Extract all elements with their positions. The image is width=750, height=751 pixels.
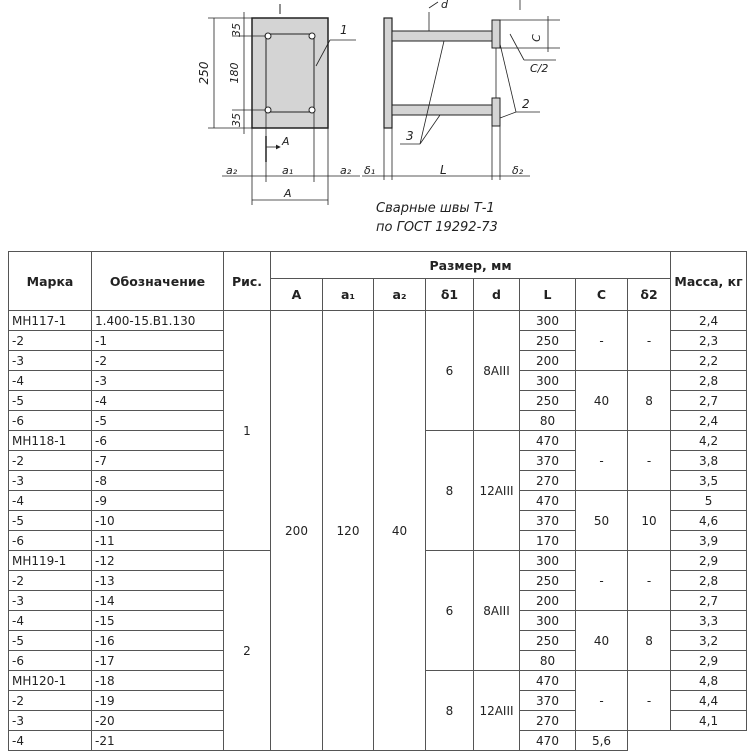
cell-massa: 2,9 (671, 651, 747, 671)
cell-d: 12AIII (474, 431, 520, 551)
cell-oboznachenie: 1.400-15.В1.130 (92, 311, 224, 331)
callout-1: 1 (340, 23, 348, 37)
cell-L: 470 (520, 431, 576, 451)
cell-d2: 10 (628, 491, 671, 551)
dim-C: C (530, 34, 543, 42)
cell-massa: 2,7 (671, 391, 747, 411)
section-a-mark: A (282, 135, 290, 148)
header-a1: a₁ (323, 279, 374, 311)
left-plate-side (384, 18, 392, 128)
cell-C: 40 (576, 371, 628, 431)
cell-d2: 8 (628, 371, 671, 431)
cell-L: 200 (520, 351, 576, 371)
cell-oboznachenie: -9 (92, 491, 224, 511)
cell-marka: -5 (9, 391, 92, 411)
cell-oboznachenie: -8 (92, 471, 224, 491)
cell-oboznachenie: -15 (92, 611, 224, 631)
header-marka: Марка (9, 252, 92, 311)
cell-d: 12AIII (474, 671, 520, 751)
cell-marka: -3 (9, 471, 92, 491)
dim-250: 250 (197, 61, 211, 85)
cell-marka: -2 (9, 691, 92, 711)
header-L: L (520, 279, 576, 311)
dim-35-bottom: 35 (230, 113, 243, 127)
cell-C: - (576, 311, 628, 371)
cell-marka: -6 (9, 531, 92, 551)
cell-ris: 1 (224, 311, 271, 551)
weld-note-line2: по ГОСТ 19292-73 (376, 220, 498, 235)
header-massa: Масса, кг (671, 252, 747, 311)
cell-oboznachenie: -11 (92, 531, 224, 551)
cell-oboznachenie: -16 (92, 631, 224, 651)
cell-massa: 2,9 (671, 551, 747, 571)
cell-oboznachenie: -1 (92, 331, 224, 351)
weld-note-line1: Сварные швы Т-1 (376, 201, 495, 216)
top-bar (392, 31, 492, 41)
cell-marka: МН119-1 (9, 551, 92, 571)
cell-oboznachenie: -14 (92, 591, 224, 611)
header-razmer: Размер, мм (271, 252, 671, 279)
header-A: A (271, 279, 323, 311)
cell-L: 470 (520, 731, 576, 751)
cell-L: 300 (520, 611, 576, 631)
dim-d1: δ₁ (364, 164, 376, 177)
callout-2: 2 (522, 97, 530, 111)
cell-oboznachenie: -6 (92, 431, 224, 451)
cell-L: 80 (520, 411, 576, 431)
cell-oboznachenie: -3 (92, 371, 224, 391)
top-clamp (492, 20, 500, 48)
header-oboznachenie: Обозначение (92, 252, 224, 311)
bottom-bar (392, 105, 492, 115)
cell-L: 250 (520, 331, 576, 351)
header-d1: δ1 (426, 279, 474, 311)
header-a2: a₂ (374, 279, 426, 311)
header-d2: δ2 (628, 279, 671, 311)
dim-C2: C/2 (530, 62, 549, 75)
dim-a1: a₁ (282, 164, 294, 177)
cell-L: 200 (520, 591, 576, 611)
dim-a2-right: a₂ (340, 164, 352, 177)
cell-C: - (576, 431, 628, 491)
dim-180: 180 (228, 62, 241, 84)
cell-massa: 2,7 (671, 591, 747, 611)
cell-L: 250 (520, 631, 576, 651)
cell-massa: 4,6 (671, 511, 747, 531)
cell-L: 270 (520, 711, 576, 731)
cell-oboznachenie: -4 (92, 391, 224, 411)
cell-marka: -2 (9, 451, 92, 471)
cell-marka: -6 (9, 411, 92, 431)
cell-d: 8AIII (474, 551, 520, 671)
cell-C: 50 (576, 491, 628, 551)
header-d: d (474, 279, 520, 311)
cell-marka: -4 (9, 731, 92, 751)
cell-L: 470 (520, 491, 576, 511)
cell-A: 200 (271, 311, 323, 751)
bottom-clamp (492, 98, 500, 126)
specification-table (8, 251, 747, 751)
cell-L: 300 (520, 371, 576, 391)
cell-massa: 2,8 (671, 371, 747, 391)
cell-massa: 4,8 (671, 671, 747, 691)
cell-d2: - (628, 311, 671, 371)
cell-marka: -5 (9, 631, 92, 651)
cell-L: 370 (520, 511, 576, 531)
cell-marka: -4 (9, 611, 92, 631)
cell-massa: 2,3 (671, 331, 747, 351)
cell-d2: - (628, 671, 671, 731)
cell-marka: -3 (9, 591, 92, 611)
dim-d2: δ₂ (512, 164, 524, 177)
cell-marka: МН118-1 (9, 431, 92, 451)
cell-C: - (576, 551, 628, 611)
cell-d1: 8 (426, 431, 474, 551)
cell-massa: 5,6 (576, 731, 628, 751)
cell-L: 370 (520, 691, 576, 711)
cell-marka: -5 (9, 511, 92, 531)
callout-3: 3 (406, 129, 414, 143)
cell-massa: 3,8 (671, 451, 747, 471)
cell-massa: 3,3 (671, 611, 747, 631)
cell-marka: МН117-1 (9, 311, 92, 331)
cell-L: 370 (520, 451, 576, 471)
header-C: C (576, 279, 628, 311)
cell-d1: 6 (426, 311, 474, 431)
cell-L: 300 (520, 311, 576, 331)
dim-A: A (284, 187, 292, 200)
cell-L: 80 (520, 651, 576, 671)
cell-massa: 2,4 (671, 311, 747, 331)
cell-d1: 8 (426, 671, 474, 751)
cell-massa: 3,2 (671, 631, 747, 651)
cell-C: - (576, 671, 628, 731)
cell-massa: 3,9 (671, 531, 747, 551)
cell-massa: 2,2 (671, 351, 747, 371)
cell-a1: 120 (323, 311, 374, 751)
cell-oboznachenie: -21 (92, 731, 224, 751)
dim-d: d (441, 0, 448, 11)
cell-L: 170 (520, 531, 576, 551)
header-ris: Рис. (224, 252, 271, 311)
cell-d2: 8 (628, 611, 671, 671)
cell-marka: -2 (9, 571, 92, 591)
cell-d2: - (628, 431, 671, 491)
cell-oboznachenie: -20 (92, 711, 224, 731)
cell-L: 470 (520, 671, 576, 691)
cell-massa: 5 (671, 491, 747, 511)
cell-massa: 4,4 (671, 691, 747, 711)
dim-a2-left: a₂ (226, 164, 238, 177)
cell-L: 270 (520, 471, 576, 491)
cell-ris: 2 (224, 551, 271, 751)
cell-marka: МН120-1 (9, 671, 92, 691)
cell-oboznachenie: -5 (92, 411, 224, 431)
cell-L: 300 (520, 551, 576, 571)
hole (309, 33, 315, 39)
cell-oboznachenie: -2 (92, 351, 224, 371)
cell-d2: - (628, 551, 671, 611)
cell-massa: 4,2 (671, 431, 747, 451)
cell-oboznachenie: -10 (92, 511, 224, 531)
cell-marka: -6 (9, 651, 92, 671)
cell-marka: -2 (9, 331, 92, 351)
cell-d: 8AIII (474, 311, 520, 431)
cell-L: 250 (520, 571, 576, 591)
cell-d1: 6 (426, 551, 474, 671)
cell-oboznachenie: -7 (92, 451, 224, 471)
cell-massa: 3,5 (671, 471, 747, 491)
cell-massa: 2,8 (671, 571, 747, 591)
technical-drawing (0, 0, 750, 250)
cell-massa: 2,4 (671, 411, 747, 431)
cell-C: 40 (576, 611, 628, 671)
cell-marka: -3 (9, 351, 92, 371)
cell-oboznachenie: -19 (92, 691, 224, 711)
cell-oboznachenie: -13 (92, 571, 224, 591)
cell-marka: -4 (9, 491, 92, 511)
table-row (9, 311, 747, 331)
cell-marka: -4 (9, 371, 92, 391)
dim-35-top: 35 (230, 23, 243, 37)
cell-a2: 40 (374, 311, 426, 751)
cell-L: 250 (520, 391, 576, 411)
cell-marka: -3 (9, 711, 92, 731)
cell-massa: 4,1 (671, 711, 747, 731)
dim-L: L (440, 163, 447, 177)
cell-oboznachenie: -12 (92, 551, 224, 571)
cell-oboznachenie: -17 (92, 651, 224, 671)
cell-oboznachenie: -18 (92, 671, 224, 691)
